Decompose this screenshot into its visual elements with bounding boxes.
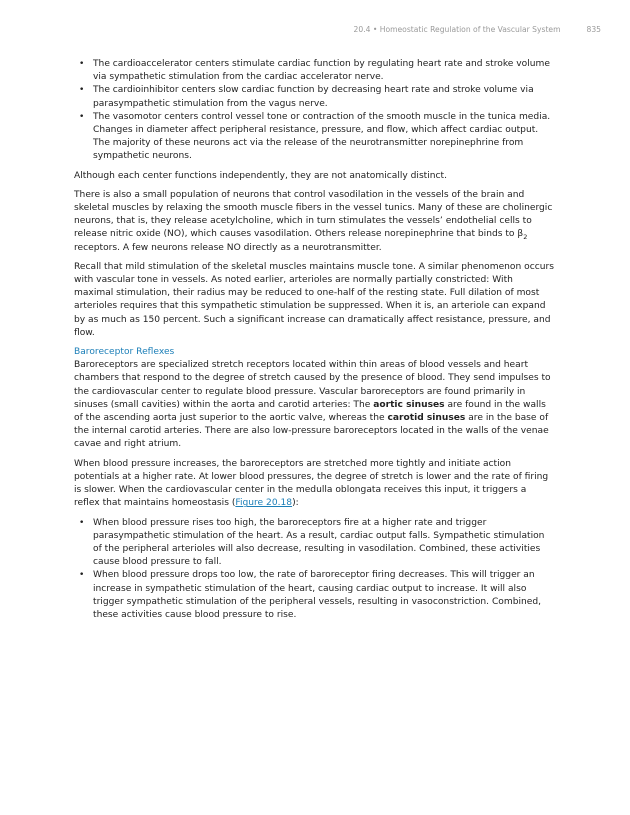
page-content xyxy=(74,58,554,628)
bullet-icon: • xyxy=(79,59,85,69)
term-aortic-sinuses: aortic sinuses xyxy=(373,399,445,410)
section-heading: Baroreceptor Reflexes xyxy=(74,347,175,358)
paragraph-independent: Although each center functions independently, they are not anatomically distinct. xyxy=(74,170,447,181)
list-item: • When blood pressure rises too high, the baroreceptors fire at a higher rate and trigger parasympathetic stimulation of the heart. As a result, cardiac output falls. Sympathetic stimulation of the peripheral arterioles will also decrease, resulting in vasodilation. Combined, these activities cause blood pressure to fall. xyxy=(79,517,545,568)
medulla-centers-list xyxy=(74,58,554,164)
paragraph-vascular-tone: Recall that mild stimulation of the skeletal muscles maintains muscle tone. A similar phenomenon occurs with vascular tone in vessels. As noted earlier, arterioles are normally partially constricted: With maximal stimulation, their radius may be reduced to one-half of the resting state. Full dilation of most arterioles requires that this sympathetic stimulation be suppressed. When it is, an arteriole can expand by as much as 150 percent. Such a significant increase can dramatically affect resistance, pressure, and flow. xyxy=(74,261,554,338)
list-item: • The vasomotor centers control vessel tone or contraction of the smooth muscle in the tunica media. Changes in diameter affect peripheral resistance, pressure, and flow, which affect cardiac output. The majority of these neurons act via the release of the neurotransmitter norepinephrine from sympathetic neurons. xyxy=(79,111,551,162)
bullet-icon: • xyxy=(79,111,85,122)
list-item: • The cardioaccelerator centers stimulate cardiac function by regulating heart rate and stroke volume via sympathetic stimulation from the cardiac accelerator nerve. xyxy=(79,59,550,83)
bullet-icon: • xyxy=(79,85,85,96)
list-item: • The cardioinhibitor centers slow cardiac function by decreasing heart rate and stroke volume via parasympathetic stimulation from the vagus nerve. xyxy=(79,85,534,109)
figure-link[interactable]: Figure 20.18 xyxy=(235,498,293,509)
paragraph-baroreceptors: Baroreceptors are specialized stretch receptors located within thin areas of blood vessels and heart chambers that respond to the degree of stretch caused by the presence of blood. They send impulses to the cardiovascular center to regulate blood pressure. Vascular baroreceptors are found primarily in sinuses (small cavities) within the aorta and carotid arteries: The aortic sinuses are found in the walls of the ascending aorta just superior to the aortic valve, whereas the carotid sinuses are in the base of the internal carotid arteries. There are also low-pressure baroreceptors located in the walls of the venae cavae and right atrium. xyxy=(74,360,551,450)
reflex-list xyxy=(74,517,554,623)
section-title: 20.4 • Homeostatic Regulation of the Vascular System xyxy=(353,25,561,34)
running-header xyxy=(354,25,601,34)
bullet-icon: • xyxy=(79,517,85,528)
paragraph-pressure-increase: When blood pressure increases, the baroreceptors are stretched more tightly and initiate action potentials at a higher rate. At lower blood pressures, the degree of stretch is lower and the rate of firing is slower. When the cardiovascular center in the medulla oblongata receives this input, it triggers a reflex that maintains homeostasis (Figure 20.18): xyxy=(74,458,549,509)
bullet-icon: • xyxy=(79,570,85,581)
paragraph-vasodilation: There is also a small population of neurons that control vasodilation in the vessels of the brain and skeletal muscles by relaxing the smooth muscle fibers in the vessel tunics. Many of these are cholinergic neurons, that is, they release acetylcholine, which in turn stimulates the vessels’ endothelial cells to release nitric oxide (NO), which causes vasodilation. Others release norepinephrine that binds to $\beta_2$ receptors. A few neurons release NO directly as a neurotransmitter. xyxy=(74,189,553,253)
term-carotid-sinuses: carotid sinuses xyxy=(387,413,466,424)
list-item: • When blood pressure drops too low, the rate of baroreceptor firing decreases. This will trigger an increase in sympathetic stimulation of the heart, causing cardiac output to increase. It will also trigger sympathetic stimulation of the peripheral vessels, resulting in vasoconstriction. Combined, these activities cause blood pressure to rise. xyxy=(79,570,542,620)
page-number: 835 xyxy=(586,25,601,34)
